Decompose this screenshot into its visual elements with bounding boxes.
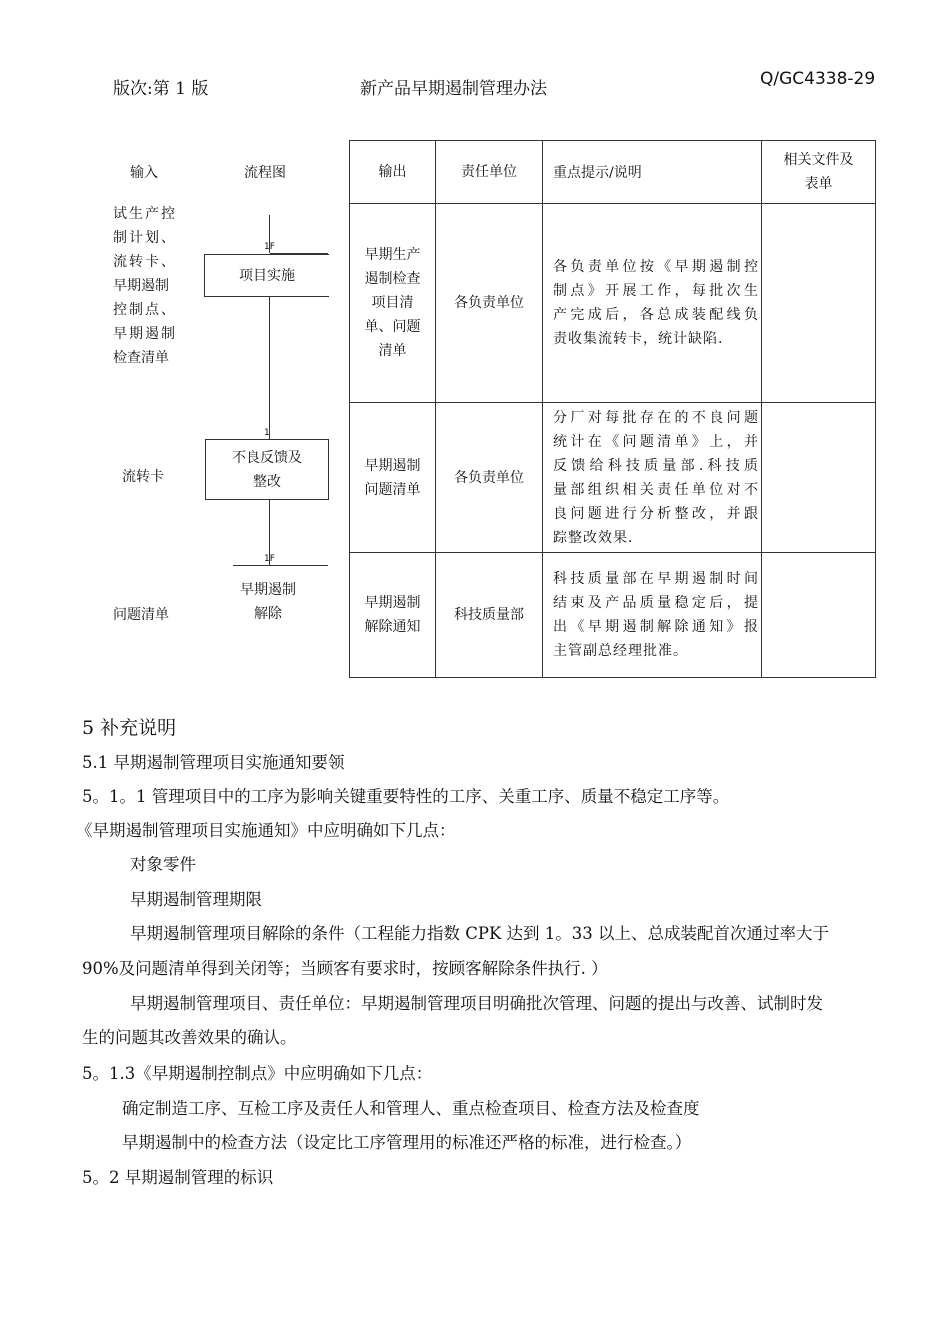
row-docs bbox=[762, 403, 876, 553]
section-line: 早期遏制管理项目解除的条件（工程能力指数 CPK 达到 1。33 以上、总成装配首次通过率大于 bbox=[130, 924, 830, 943]
cell-line: 出《早期遏制解除通知》报 bbox=[553, 619, 759, 635]
section-line: 5.1 早期遏制管理项目实施通知要领 bbox=[82, 753, 345, 772]
input-header: 输入 bbox=[130, 165, 158, 181]
document-title: 新产品早期遏制管理办法 bbox=[360, 79, 547, 99]
cell-line: 分厂对每批存在的不良问题 bbox=[553, 409, 759, 426]
header-docs-line: 相关文件及 bbox=[783, 152, 854, 168]
input-group-3: 问题清单 bbox=[113, 607, 169, 623]
header-note: 重点提示/说明 bbox=[543, 141, 762, 204]
document-code: Q/GC4338-29 bbox=[760, 69, 876, 89]
cell-line: 踪整改效果. bbox=[553, 529, 634, 546]
input-line: 早期遏制 bbox=[113, 326, 177, 342]
row-output bbox=[350, 204, 436, 403]
cell-line: 解除通知 bbox=[364, 619, 421, 635]
cell-line: 产完成后，各总成装配线负 bbox=[553, 307, 759, 323]
cell-line: 早期生产 bbox=[364, 247, 421, 263]
cell-line: 反馈给科技质量部.科技质 bbox=[553, 457, 759, 474]
section-line: 对象零件 bbox=[130, 855, 196, 874]
cell-line: 主管副总经理批准。 bbox=[553, 643, 688, 659]
cell-line: 责收集流转卡，统计缺陷. bbox=[553, 331, 724, 347]
row-unit: 各负责单位 bbox=[436, 403, 543, 553]
table-row bbox=[350, 403, 876, 553]
flow-mark: 1F bbox=[264, 554, 275, 564]
flow-step-containment-release bbox=[233, 578, 303, 626]
cell-line: 制点》开展工作，每批次生 bbox=[553, 283, 759, 299]
row-unit: 科技质量部 bbox=[436, 553, 543, 678]
header-output: 输出 bbox=[350, 141, 436, 204]
input-line: 控制点、 bbox=[113, 302, 177, 318]
section-heading: 5 补充说明 bbox=[82, 717, 177, 739]
section-line: 早期遏制中的检查方法（设定比工序管理用的标准还严格的标准，进行检查。） bbox=[122, 1133, 692, 1152]
section-line: 5。2 早期遏制管理的标识 bbox=[82, 1168, 274, 1187]
row-docs bbox=[762, 204, 876, 403]
table-row bbox=[350, 553, 876, 678]
flow-mark: 1 bbox=[264, 428, 270, 438]
row-output bbox=[350, 553, 436, 678]
row-note bbox=[543, 553, 762, 678]
flow-header: 流程图 bbox=[244, 165, 286, 181]
input-group-2: 流转卡 bbox=[122, 469, 164, 485]
flow-step-label: 不良反馈及 bbox=[232, 449, 302, 466]
section-line: 生的问题其改善效果的确认。 bbox=[82, 1028, 297, 1047]
section-line: 5。1。1 管理项目中的工序为影响关键重要特性的工序、关重工序、质量不稳定工序等。 bbox=[82, 787, 730, 806]
version-label: 版次:第 1 版 bbox=[113, 79, 209, 99]
flow-step-label: 整改 bbox=[253, 473, 281, 490]
cell-line: 问题清单 bbox=[364, 481, 421, 498]
input-group-1 bbox=[113, 202, 177, 370]
input-line: 流转卡、 bbox=[113, 254, 177, 270]
flow-connector bbox=[269, 296, 270, 439]
input-line: 试生产控 bbox=[113, 206, 177, 222]
cell-line: 早期遏制 bbox=[364, 457, 421, 474]
row-note bbox=[543, 204, 762, 403]
cell-line: 清单 bbox=[378, 343, 407, 359]
cell-line: 量部组织相关责任单位对不 bbox=[553, 481, 759, 498]
section-line: 5。1.3《早期遏制控制点》中应明确如下几点： bbox=[82, 1064, 433, 1083]
section-line: 确定制造工序、互检工序及责任人和管理人、重点检查项目、检查方法及检查度 bbox=[122, 1099, 700, 1118]
row-output bbox=[350, 403, 436, 553]
header-unit: 责任单位 bbox=[436, 141, 543, 204]
table-row bbox=[350, 204, 876, 403]
cell-line: 结束及产品质量稳定后，提 bbox=[553, 595, 759, 611]
section-line: 早期遏制管理项目、责任单位：早期遏制管理项目明确批次管理、问题的提出与改善、试制时发 bbox=[130, 994, 823, 1013]
table-header-row bbox=[350, 141, 876, 204]
section-line: 《早期遏制管理项目实施通知》中应明确如下几点： bbox=[76, 821, 456, 840]
flow-step-label: 早期遏制 bbox=[240, 582, 296, 598]
flow-connector bbox=[233, 565, 328, 566]
flow-step-defect-feedback bbox=[205, 439, 329, 500]
flow-step-project-implementation bbox=[204, 254, 329, 297]
input-line: 检查清单 bbox=[113, 350, 169, 366]
input-line: 早期遏制 bbox=[113, 278, 169, 294]
cell-line: 早期遏制 bbox=[364, 595, 421, 611]
row-docs bbox=[762, 553, 876, 678]
flow-step-label: 解除 bbox=[254, 606, 282, 622]
section-line: 90%及问题清单得到关闭等；当顾客有要求时，按顾客解除条件执行. ） bbox=[82, 959, 608, 978]
cell-line: 良问题进行分析整改，并跟 bbox=[553, 505, 759, 522]
flow-mark: 1F bbox=[264, 242, 275, 252]
cell-line: 遏制检查 bbox=[364, 271, 421, 287]
cell-line: 单、问题 bbox=[364, 319, 421, 335]
header-docs-line: 表单 bbox=[804, 176, 833, 192]
flow-step-label: 项目实施 bbox=[239, 267, 295, 284]
process-table bbox=[349, 140, 876, 678]
row-note bbox=[543, 403, 762, 553]
section-line: 早期遏制管理期限 bbox=[130, 890, 262, 909]
cell-line: 科技质量部在早期遏制时间 bbox=[553, 571, 759, 587]
row-unit: 各负责单位 bbox=[436, 204, 543, 403]
header-docs bbox=[762, 141, 876, 204]
cell-line: 各负责单位按《早期遏制控 bbox=[553, 259, 759, 275]
input-line: 制计划、 bbox=[113, 230, 177, 246]
cell-line: 项目清 bbox=[371, 295, 414, 311]
cell-line: 统计在《问题清单》上，并 bbox=[553, 433, 759, 450]
